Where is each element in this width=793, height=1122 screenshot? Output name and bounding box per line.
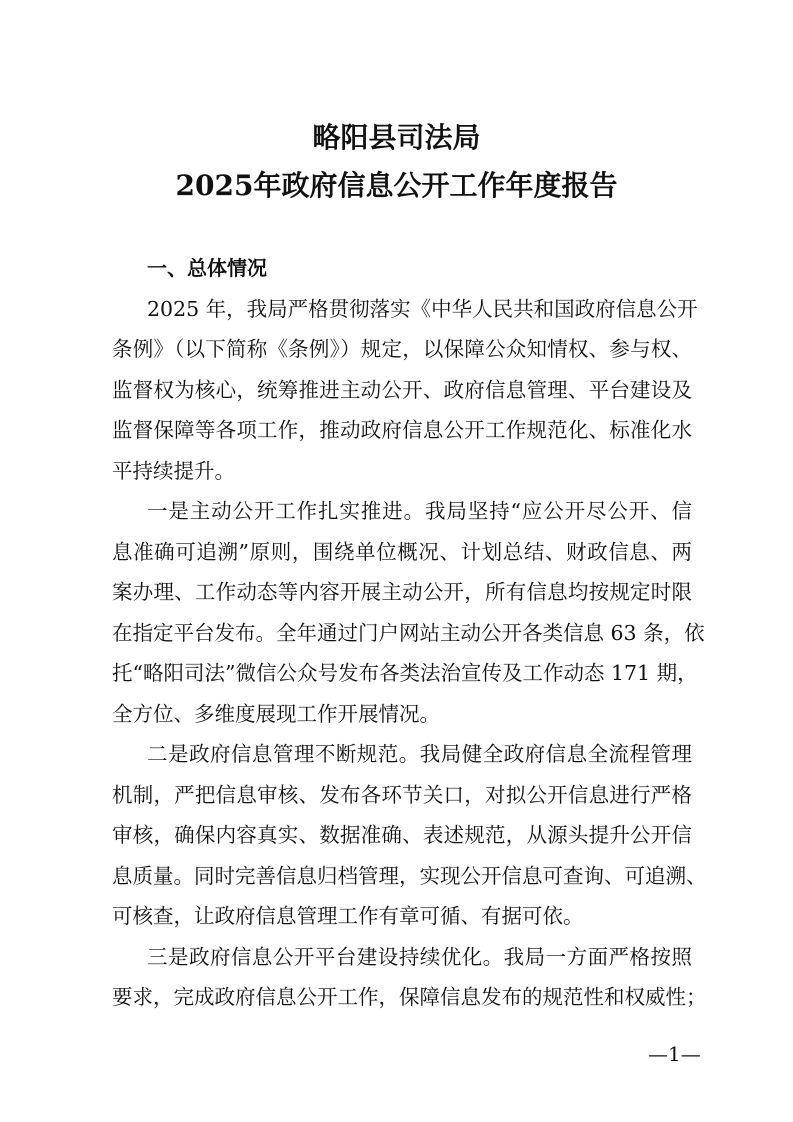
text-line: 息准确可追溯”原则，围绕单位概况、计划总结、财政信息、两 xyxy=(112,539,692,564)
text-line: 审核，确保内容真实、数据准确、表述规范，从源头提升公开信 xyxy=(112,823,692,847)
text-line: 平持续提升。 xyxy=(112,458,235,483)
text-line: 2025 年，我局严格贯彻落实《中华人民共和国政府信息公开 xyxy=(147,296,698,321)
text-line: 息质量。同时完善信息归档管理，实现公开信息可查询、可追溯、 xyxy=(112,863,707,888)
text-line: 托“略阳司法”微信公众号发布各类法治宣传及工作动态 171 期， xyxy=(112,661,698,685)
text-line: 条例》（以下简称《条例》）规定，以保障公众知情权、参与权、 xyxy=(112,337,692,361)
page-number: —1— xyxy=(648,1042,701,1066)
report-title-line1: 略阳县司法局 xyxy=(312,121,481,154)
text-line: 要求，完成政府信息公开工作，保障信息发布的规范性和权威性； xyxy=(112,985,707,1009)
text-line: 监督保障等各项工作，推动政府信息公开工作规范化、标准化水 xyxy=(112,418,692,442)
document-body xyxy=(112,248,707,1018)
text-line: 全方位、多维度展现工作开展情况。 xyxy=(112,701,440,726)
paragraph xyxy=(112,289,698,492)
text-line: 在指定平台发布。全年通过门户网站主动公开各类信息 63 条，依 xyxy=(112,620,705,645)
text-line: 案办理、工作动态等内容开展主动公开，所有信息均按规定时限 xyxy=(112,580,692,604)
paragraph xyxy=(112,491,705,734)
section-heading: 一、总体情况 xyxy=(147,256,267,280)
text-line: 可核查，让政府信息管理工作有章可循、有据可依。 xyxy=(112,904,584,928)
report-title-line2: 2025年政府信息公开工作年度报告 xyxy=(175,169,618,202)
text-line: 三是政府信息公开平台建设持续优化。我局一方面严格按照 xyxy=(147,944,692,969)
paragraph xyxy=(112,937,707,1018)
paragraph xyxy=(112,734,707,937)
text-line: 监督权为核心，统筹推进主动公开、政府信息管理、平台建设及 xyxy=(112,377,692,402)
text-line: 二是政府信息管理不断规范。我局健全政府信息全流程管理 xyxy=(147,742,692,766)
text-line: 机制，严把信息审核、发布各环节关口，对拟公开信息进行严格 xyxy=(112,782,692,807)
text-line: 一是主动公开工作扎实推进。我局坚持“应公开尽公开、信 xyxy=(147,499,692,523)
